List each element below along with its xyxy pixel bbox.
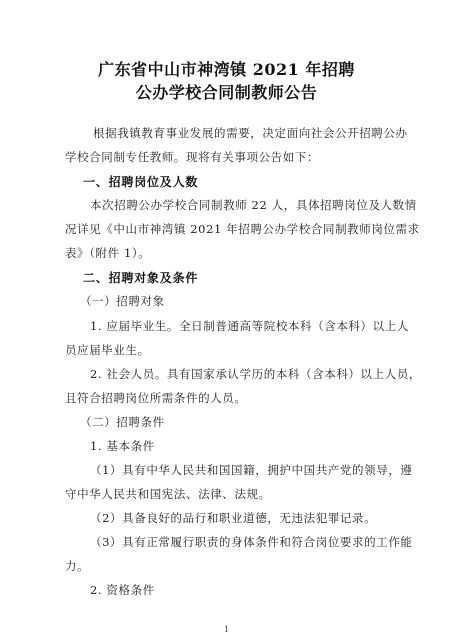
document-title-line-2: 公办学校合同制教师公告 [135, 83, 318, 102]
section-1-line-1: 本次招聘公办学校合同制教师 22 人，具体招聘岗位及人数情 [90, 198, 417, 212]
basic-conditions-heading: 1. 基本条件 [90, 439, 155, 453]
subsection-1-heading: （一）招聘对象 [80, 294, 165, 308]
section-2-heading: 二、招聘对象及条件 [83, 271, 199, 285]
condition-2: （2）具备良好的品行和职业道德，无违法犯罪记录。 [90, 511, 377, 525]
intro-paragraph-line-1: 根据我镇教育事业发展的需要，决定面向社会公开招聘公办 [93, 126, 408, 140]
condition-1-line-2: 守中华人民共和国宪法、法律、法规。 [65, 487, 271, 501]
item-1-line-1: 1. 应届毕业生。全日制普通高等院校本科（含本科）以上人 [90, 319, 409, 333]
qualification-heading: 2. 资格条件 [90, 583, 155, 597]
section-1-line-3: 表》（附件 1）。 [65, 246, 151, 260]
condition-3-line-1: （3）具有正常履行职责的身体条件和符合岗位要求的工作能 [90, 535, 413, 549]
item-2-line-1: 2. 社会人员。具有国家承认学历的本科（含本科）以上人员， [90, 367, 422, 381]
page-number: 1 [223, 625, 230, 634]
condition-1-line-1: （1）具有中华人民共和国国籍，拥护中国共产党的领导，遵 [90, 463, 413, 477]
intro-paragraph-line-2: 学校合同制专任教师。现将有关事项公告如下： [65, 150, 320, 164]
section-1-heading: 一、招聘岗位及人数 [83, 175, 199, 189]
subsection-2-heading: （二）招聘条件 [80, 415, 165, 429]
item-2-line-2: 且符合招聘岗位所需条件的人员。 [65, 391, 247, 405]
condition-3-line-2: 力。 [65, 559, 90, 573]
item-1-line-2: 员应届毕业生。 [65, 343, 150, 357]
section-1-line-2: 况详见《中山市神湾镇 2021 年招聘公办学校合同制教师岗位需求 [65, 222, 420, 236]
document-title-line-1: 广东省中山市神湾镇 2021 年招聘 [98, 60, 355, 79]
